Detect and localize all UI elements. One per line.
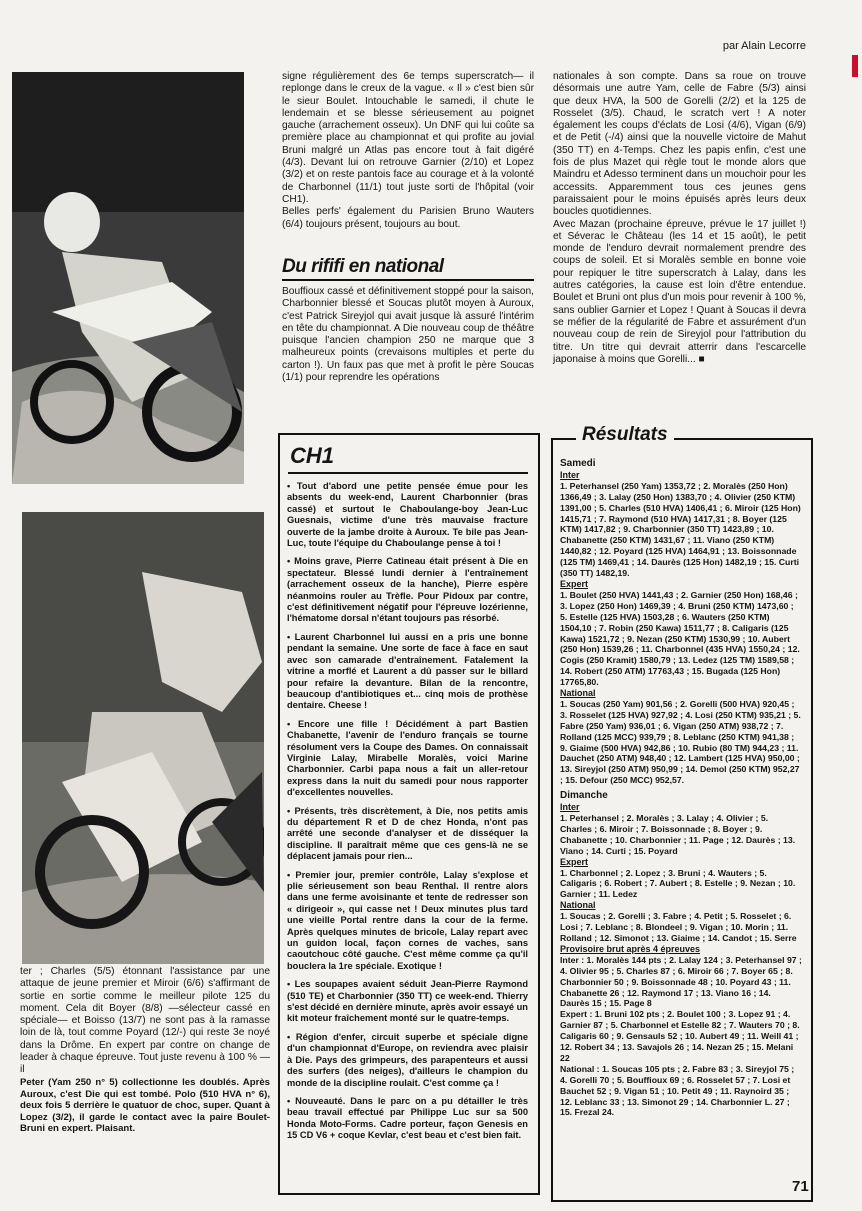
ch1-item: • Région d'enfer, circuit superbe et spéciale digne d'un championnat d'Europe, on reviendra avec plaisir à Die. Pays des grimpeurs, des parapenteurs et aussi des surfers (des neiges), d'ailleurs le champion du monde de la discipline roulait. C'est comme ça ! <box>287 1031 528 1088</box>
continuation-paragraph-1: nationales à son compte. Dans sa roue on trouve désormais une autre Yam, celle de Fabre (5/3) ainsi que deux HVA, la 500 de Gorelli (2/2) et la 125 de Rosselet (3/5). Chaud, le scratch vert ! A noter également les coups d'éclats de Losi (4/6), Vigan (6/9) et de Petit (-/4) ainsi que la nouvelle victoire de Mahut (350 TT) en 4-Temps. Chez les papis enfin, c'est une fois de plus Mazet qui règle tout le monde alors que Maindru et Adesso terminent dans un mouchoir pour les accessits. Apparemment tous ces jeunes gens paraissaient pour le moins épuisés après leurs deux boucles quotidiennes. <box>553 71 806 218</box>
photo-rider-2 <box>22 512 264 964</box>
results-title: Résultats <box>576 424 674 446</box>
intro-paragraph-2: Belles perfs' également du Parisien Bruno Wauters (6/4) toujours présent, toujours au bout. <box>282 206 534 230</box>
ch1-title: CH1 <box>290 443 335 468</box>
page-number: 71 <box>792 1178 809 1195</box>
article-continuation-bottom: ter ; Charles (5/5) étonnant l'assistance par une attaque de jeune premier et Miroir (6/6) s'affirmant de sortie en sortie comme le meilleur pilote 125 du moment. Cela dit Boyer (8/8) —sélecteur cassé en spéciale— et Boisso (13/7) ne sont pas à la ramasse loin de là, tout comme Poyard (12/-) qui reste 3e noyé dans la Drôme. En expert par contre on change de leader à chaque épreuve. Tout juste revenu à 100 % —il <box>20 966 270 1076</box>
article-intro <box>282 71 534 231</box>
ch1-item: • Premier jour, premier contrôle, Lalay s'explose et plie sérieusement son beau Renthal. Il rentre alors dans une ferme avoisinante et tente de redresser son « dirigeoir », qui casse net ! Deux minutes plus tard une vieille Portal rentre dans la cour de la ferme. Après quelques minutes de bricole, Lalay repart avec un guidon local, façon cornes de vaches, sans caoutchouc côté gauche. C'est même comme ça qu'il bouclera la 1re spéciale. Exotique ! <box>287 869 528 971</box>
results-list: Expert : 1. Bruni 102 pts ; 2. Boulet 100 ; 3. Lopez 91 ; 4. Garnier 87 ; 5. Charbonnel et Estelle 82 ; 7. Wauters 70 ; 8. Caligaris 60 ; 9. Gensauls 52 ; 10. Aubert 49 ; 11. Weill 41 ; 12. Robert 34 ; 13. Savajols 26 ; 14. Nezan 25 ; 15. Melani 22 <box>560 1009 800 1063</box>
national-paragraph: Bouffioux cassé et définitivement stoppé pour la saison, Charbonnier blessé et Soucas plutôt moyen à Auroux, c'est Patrick Sireyjol qui avait jusque là assuré l'intérim en tête du championnat. A Die nouveau coup de théâtre puisque l'ancien champion 250 ne marque que 3 malheureux points (crevaisons multiples et perte du carton !). Un faux pas que met à profit le père Soucas (1/1) pour reprendre les opérations <box>282 286 534 384</box>
page-edge-marker <box>852 55 858 77</box>
results-category-heading: National <box>560 688 596 699</box>
results-day-heading: Samedi <box>560 458 596 469</box>
results-list: 1. Peterhansel (250 Yam) 1353,72 ; 2. Moralès (250 Hon) 1366,49 ; 3. Lalay (250 Hon) 1383,70 ; 4. Olivier (250 KTM) 1391,00 ; 5. Charles (510 HVA) 1406,41 ; 6. Miroir (125 Hon) 1415,71 ; 7. Raymond (510 HVA) 1417,31 ; 8. Boyer (125 KTM) 1417,82 ; 9. Charbonnier (350 TT) 1423,89 ; 10. Chabanette (250 KTM) 1431,67 ; 11. Viano (250 KTM) 1440,82 ; 12. Poyard (125 HVA) 1464,91 ; 13. Boissonnade (125 TM) 1469,41 ; 14. Daurès (125 Hon) 1482,19 ; 15. Curti (350 TT) 1482,19. <box>560 480 801 579</box>
ch1-body <box>287 481 528 1149</box>
results-category-heading: Inter <box>560 802 580 813</box>
ch1-title-rule <box>288 472 528 474</box>
ch1-item: • Présents, très discrètement, à Die, nos petits amis du département R et D de chez Honda, n'ont pas arrêté une seconde d'analyser et de disséquer la discipline. Il paraîtrait même que ces gens-là ne se déplacent jamais pour rien... <box>287 805 528 862</box>
results-category-heading: Inter <box>560 469 580 480</box>
results-list: 1. Soucas ; 2. Gorelli ; 3. Fabre ; 4. Petit ; 5. Rosselet ; 6. Losi ; 7. Leblanc ; 8. Blondeel ; 9. Vigan ; 10. Morin ; 11. Rolland ; 12. Simonot ; 13. Giaime ; 14. Candot ; 15. Serre <box>560 911 797 943</box>
results-day-heading: Dimanche <box>560 790 608 802</box>
results-list: 1. Boulet (250 HVA) 1441,43 ; 2. Garnier (250 Hon) 168,46 ; 3. Lopez (250 Hon) 1469,39 ; 4. Bruni (250 KTM) 1473,60 ; 5. Estelle (125 HVA) 1503,28 ; 6. Wauters (250 KTM) 1504,10 ; 7. Robin (250 Kawa) 1511,77 ; 8. Caligaris (125 Kawa) 1521,72 ; 9. Nezan (250 KTM) 1530,99 ; 10. Aubert (250 Hon) 1539,26 ; 11. Charbonnel (435 HVA) 1550,24 ; 12. Cogis (250 Kramit) 1580,79 ; 13. Ledez (125 TM) 1589,58 ; 14. Robert (250 ATM) 17763,43 ; 15. Bugada (125 Hon) 17765,80. <box>560 589 800 688</box>
results-category-heading: Expert <box>560 578 589 589</box>
results-list: 1. Soucas (250 Yam) 901,56 ; 2. Gorelli (500 HVA) 920,45 ; 3. Rosselet (125 HVA) 927,92 ; 4. Losi (250 KTM) 935,21 ; 5. Fabre (250 Yam) 936,01 ; 6. Vigan (250 ATM) 938,72 ; 7. Rolland (125 MCC) 939,79 ; 8. Leblanc (250 KTM) 941,38 ; 9. Giaime (500 HVA) 942,86 ; 10. Rubio (80 TM) 944,23 ; 11. Dauchet (250 ATM) 948,40 ; 12. Lambert (125 HVA) 950,00 ; 13. Sireyjol (250 ATM) 950,99 ; 14. Demol (250 KTM) 952,27 ; 15. Defour (250 MCC) 952,57. <box>560 698 801 786</box>
intro-paragraph: signe régulièrement des 6e temps superscratch— il replonge dans le creux de la vague. « Il » c'est bien sûr le sieur Boulet. Intouchable le samedi, il chute le lendemain et se blesse sérieusement au poignet gauche (arrachement osseux). Un DNF qui lui coûte sa première place au championnat et qui profite au jovial Bruni malgré un Atlas pas encore tout à fait digéré (4/3). Devant lui on retrouve Garnier (2/10) et Lopez (3/2) et on reste pantois face au courage et à la volonté de Charbonnel (11/1) tout juste sorti de l'hôpital (voir CH1). <box>282 71 534 205</box>
ch1-item: • Les soupapes avaient séduit Jean-Pierre Raymond (510 TE) et Charbonnier (350 TT) ce week-end. Thierry s'est décidé en dernière minute, après avoir essayé un kit moteur fraîchement monté sur le quatre-temps. <box>287 979 528 1024</box>
results-list: 1. Peterhansel ; 2. Moralès ; 3. Lalay ; 4. Olivier ; 5. Charles ; 6. Miroir ; 7. Boissonnade ; 8. Boyer ; 9. Chabanette ; 10. Charbonnier ; 11. Page ; 12. Daurès ; 13. Viano ; 14. Curti ; 15. Poyard <box>560 813 796 856</box>
continuation-paragraph-2: Avec Mazan (prochaine épreuve, prévue le 17 juillet !) et Séverac le Château (les 14 et 15 août), le petit monde de l'enduro devrait normalement prendre des coups de soleil. Et si Moralès semble en bonne voie pour repiquer le titre superscratch à Lalay, dans les autres catégories, la cause est loin d'être entendue. Boulet et Bruni ont plus d'un mois pour revenir à 100 %, sans oublier Garnier et Lopez ! Quant à Soucas il devra se méfier de la régularité de Fabre et assurément d'un nouveau coup de rein de Sireyjol pour l'attribution du titre. Un titre qui devrait atterrir dans l'escarcelle japonaise à moins que Gorelli... ■ <box>553 218 806 365</box>
results-category-heading: National <box>560 900 596 911</box>
results-list: 1. Charbonnel ; 2. Lopez ; 3. Bruni ; 4. Wauters ; 5. Caligaris ; 6. Robert ; 7. Aubert ; 8. Estelle ; 9. Nezan ; 10. Garnier ; 11. Ledez <box>560 867 796 900</box>
results-list: Inter : 1. Moralès 144 pts ; 2. Lalay 124 ; 3. Peterhansel 97 ; 4. Olivier 95 ; 5. Charles 87 ; 6. Miroir 66 ; 7. Boyer 65 ; 8. Charbonnier 50 ; 9. Boissonnade 48 ; 10. Poyard 43 ; 11. Chabanette 26 ; 12. Raymond 17 ; 13. Viano 16 ; 14. Daurès 15 ; 15. Page 8 <box>560 954 802 1009</box>
results-list: National : 1. Soucas 105 pts ; 2. Fabre 83 ; 3. Sireyjol 75 ; 4. Gorelli 70 ; 5. Bouffioux 69 ; 6. Rosselet 57 ; 7. Losi et Bauchet 52 ; 9. Vigan 51 ; 10. Petit 49 ; 11. Raynoird 35 ; 12. Leblanc 33 ; 13. Simonot 29 ; 14. Charbonnier L. 27 ; 15. Frezal 24. <box>560 1063 795 1118</box>
photo-rider-1 <box>12 72 244 484</box>
ch1-item: • Laurent Charbonnel lui aussi en a pris une bonne pendant la semaine. Une sorte de face à face en saut avec son camarade d'entraînement. Fatalement la vitrine a morflé et Laurent a dû passer sur le billard pour refaire la devanture. Bilan de la rencontre, beaucoup d'antibiotiques et... cinq mois de prothèse dentaire. Cheese ! <box>287 631 528 711</box>
ch1-item: • Moins grave, Pierre Catineau était présent à Die en spectateur. Blessé lundi dernier à l'entraînement (arrachement osseux de la hanche), Pierre espère néanmoins rouler au Trèfle. Pour Pidoux par contre, c'est définitivement négatif pour l'épreuve lozérienne, l'hématome dorsal n'étant toujours pas résorbé. <box>287 556 528 624</box>
byline: par Alain Lecorre <box>722 40 806 52</box>
article-continuation <box>553 71 806 366</box>
results-category-heading: Provisoire brut après 4 épreuves <box>560 943 701 954</box>
national-heading: Du rififi en national <box>282 256 534 281</box>
results-category-heading: Expert <box>560 856 589 867</box>
photo-caption: Peter (Yam 250 n° 5) collectionne les doublés. Après Auroux, c'est Die qui est tombé. Polo (510 HVA n° 6), deux fois 5 derrière le quatuor de choc, super. Quant à Lopez (3/2), il garde le contact avec la paire Boulet-Bruni en expert. Plaisant. <box>20 1077 270 1135</box>
ch1-item: • Encore une fille ! Décidément à part Bastien Chabanette, l'avenir de l'enduro français se tourne résolument vers la Coupe des Dames. On connaissait Virginie Lalay, Mirabelle Moralès, voici Marine Charbonnier. Carbi papa nous a fait un aller-retour express dans la nuit du samedi pour nous rapporter d'excellentes nouvelles. <box>287 718 528 798</box>
results-body <box>560 454 802 1118</box>
ch1-item: • Nouveauté. Dans le parc on a pu détailler le très beau travail effectué par Philippe Luc sur sa 500 Honda Moto-Forms. Cadre porteur, façon Genesis en 15 CD V6 + coque Kevlar, c'est beau et c'est bien fait. <box>287 1095 528 1141</box>
ch1-item: • Tout d'abord une petite pensée émue pour les absents du week-end, Laurent Charbonnier (bras cassé) et surtout le Chaboulange-boy Jean-Luc Guesnais, victime d'une très mauvaise fracture ouverte de la jambe droite à Auroux. Te bile pas Jean-Luc, toute l'équipe du Chaboulange pense à toi ! <box>287 481 528 549</box>
